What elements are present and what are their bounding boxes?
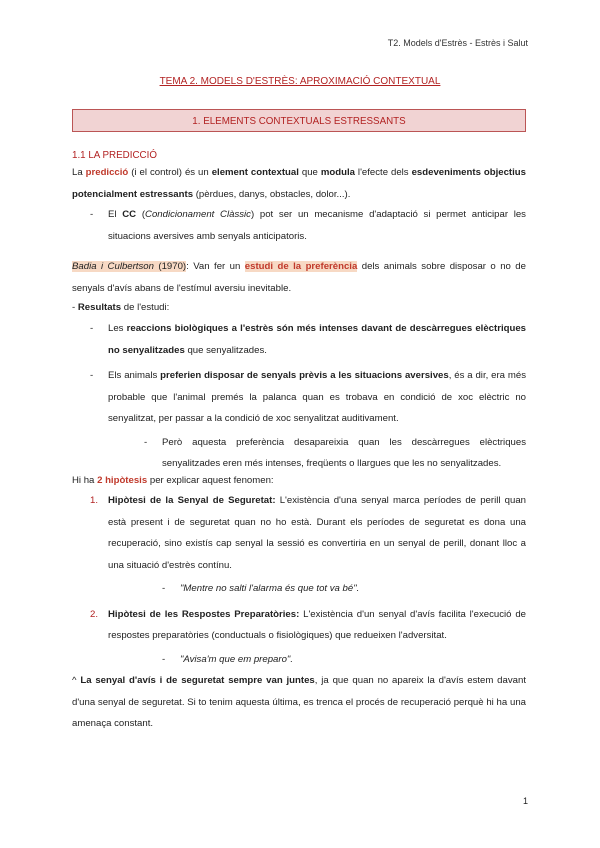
list-number: 1. [90, 495, 99, 506]
paragraph-prediction: La predicció (i el control) és un element contextual que modula l'efecte dels esdeveniments objectius potencialment estressants (pèrdues, danys, obstacles, dolor...). [72, 167, 526, 200]
dash-bullet: - [90, 323, 94, 334]
bullet-list-results [90, 318, 526, 475]
list-item: - El CC (Condicionament Clàssic) pot ser un mecanisme d'adaptació si permet anticipar les situacions aversives amb senyals anticipatoris. [90, 204, 526, 247]
dash-bullet: - [144, 436, 148, 448]
list-number: 2. [90, 608, 99, 620]
results-label: - Resultats de l'estudi: [72, 302, 170, 313]
dash-bullet: - [90, 370, 94, 381]
bullet-list-cc [90, 204, 526, 247]
dash-bullet: - [162, 583, 166, 594]
hypotheses-intro: Hi ha 2 hipòtesis per explicar aquest fenomen: [72, 475, 274, 486]
hypothesis-2: 2. Hipòtesi de les Respostes Preparatòries: L'existència d'un senyal d'avís facilita l'execució de respostes preparatòries (conductuals o fisiològiques) que redueixen l'adversitat. [90, 604, 526, 647]
list-item: - Les reaccions biològiques a l'estrès són més intenses davant de descàrregues elèctriques no senyalitzades que senyalitzades. [90, 318, 526, 361]
running-header: T2. Models d'Estrès - Estrès i Salut [387, 38, 528, 48]
dash-bullet: - [90, 209, 94, 220]
section-heading: 1. ELEMENTS CONTEXTUALS ESTRESSANTS [72, 109, 526, 132]
numbered-list-hypotheses [90, 490, 526, 670]
hypothesis-1-quote: - "Mentre no salti l'alarma és que tot va bé". [90, 578, 526, 600]
paragraph-study: Badia i Culbertson (1970): Van fer un estudi de la preferència dels animals sobre disposar o no de senyals d'avís abans de l'estímul aversiu inevitable. [72, 261, 526, 294]
list-item: - Els animals preferien disposar de senyals prèvis a les situacions aversives, és a dir, era més probable que l'animal premés la palanca quan es trobava en condició de xoc elèctric no senyalitzat, per passar a la condició de xoc senyalitzat auditivament. [90, 365, 526, 430]
hypothesis-2-quote: - "Avisa'm que em preparo". [90, 649, 526, 671]
paragraph-conclusion: ^ La senyal d'avís i de seguretat sempre van juntes, ja que quan no apareix la d'avís estem davant d'una senyal de seguretat. Si to tenim aquesta última, es trenca el procés de recuperació perquè hi ha una amenaça constant. [72, 675, 526, 729]
page-title: TEMA 2. MODELS D'ESTRÈS: APROXIMACIÓ CONTEXTUAL [159, 76, 441, 87]
subsection-heading: 1.1 LA PREDICCIÓ [72, 150, 157, 161]
nested-list-item: - Però aquesta preferència desapareixia quan les descàrregues elèctriques senyalitzades eren més intenses, freqüents o llargues que les no senyalitzades. [144, 432, 526, 475]
dash-bullet: - [162, 653, 166, 665]
hypothesis-1: 1. Hipòtesi de la Senyal de Seguretat: L'existència d'una senyal marca períodes de perill quan està present i de seguretat quan no ho està. Durant els períodes de seguretat es dona una recuperació, sino existís cap senyal la sessió es convertiria en un senyal de perill, donant lloc a una situació d'estrès contínu. [90, 490, 526, 576]
page-number: 1 [522, 796, 528, 806]
